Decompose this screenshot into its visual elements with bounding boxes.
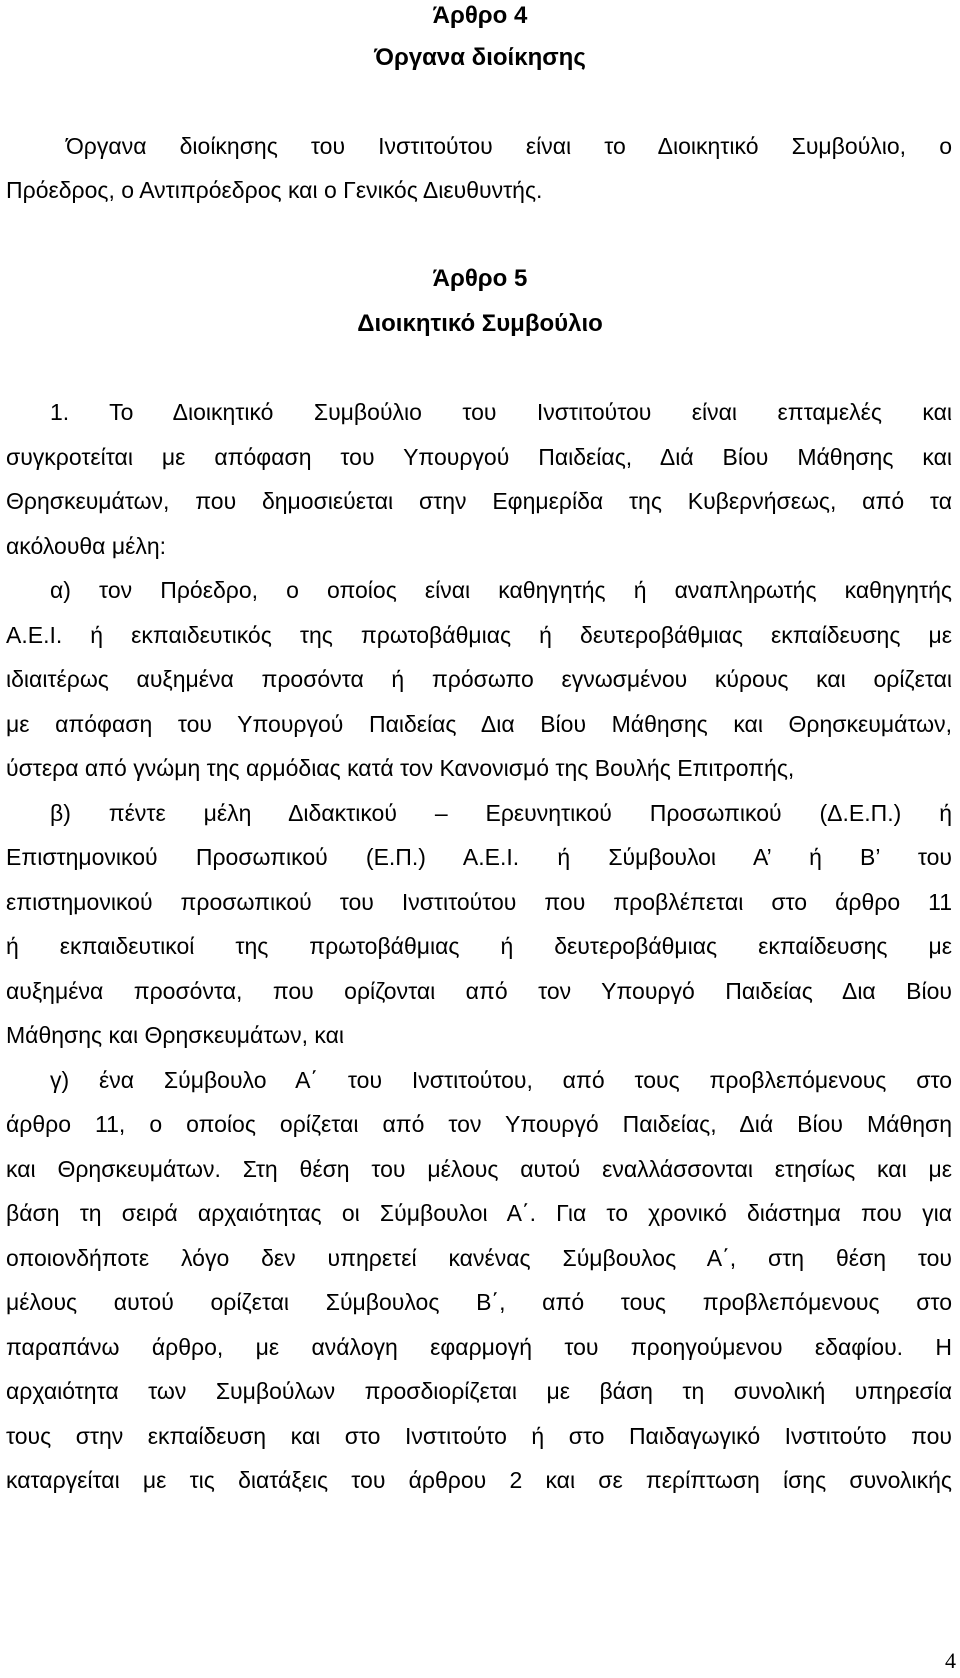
article-5-line: βάση τη σειρά αρχαιότητας οι Σύμβουλοι Α΄. Για το χρονικό διάστημα που για: [6, 1200, 952, 1226]
article-5-line: αρχαιότητα των Συμβούλων προσδιορίζεται με βάση τη συνολική υπηρεσία: [6, 1378, 952, 1404]
article-5-line: αυξημένα προσόντα, που ορίζονται από τον Υπουργό Παιδείας Δια Βίου: [6, 978, 952, 1004]
article-5-line: ακόλουθα μέλη:: [6, 533, 167, 559]
article-5-line: Μάθησης και Θρησκευμάτων, και: [6, 1022, 344, 1048]
article-5-line: ή εκπαιδευτικοί της πρωτοβάθμιας ή δευτεροβάθμιας εκπαίδευσης με: [6, 933, 952, 959]
article-5-line: συγκροτείται με απόφαση του Υπουργού Παιδείας, Διά Βίου Μάθησης και: [6, 444, 952, 470]
article-5-line: άρθρο 11, ο οποίος ορίζεται από τον Υπουργό Παιδείας, Διά Βίου Μάθηση: [6, 1111, 952, 1137]
article-5-line: β) πέντε μέλη Διδακτικού – Ερευνητικού Προσωπικού (Δ.Ε.Π.) ή: [50, 800, 952, 826]
article-4-line-1: Όργανα διοίκησης του Ινστιτούτου είναι το Διοικητικό Συμβούλιο, ο: [66, 133, 952, 159]
page-number: 4: [945, 1648, 956, 1673]
article-4-title: Άρθρο 4: [432, 2, 528, 29]
article-5-line: ύστερα από γνώμη της αρμόδιας κατά τον Κανονισμό της Βουλής Επιτροπής,: [6, 755, 795, 781]
article-5-line: Α.Ε.Ι. ή εκπαιδευτικός της πρωτοβάθμιας ή δευτεροβάθμιας εκπαίδευσης με: [6, 622, 952, 648]
article-5-subtitle: Διοικητικό Συμβούλιο: [357, 310, 603, 337]
article-5-line: Θρησκευμάτων, που δημοσιεύεται στην Εφημερίδα της Κυβερνήσεως, από τα: [6, 488, 952, 514]
article-5-line: 1. Το Διοικητικό Συμβούλιο του Ινστιτούτου είναι επταμελές και: [50, 399, 952, 425]
article-5-line: γ) ένα Σύμβουλο Α΄ του Ινστιτούτου, από τους προβλεπόμενους στο: [50, 1067, 952, 1093]
article-5-line: Επιστημονικού Προσωπικού (Ε.Π.) Α.Ε.Ι. ή Σύμβουλοι Α’ ή Β’ του: [6, 844, 952, 870]
article-5-line: ιδιαιτέρως αυξημένα προσόντα ή πρόσωπο εγνωσμένου κύρους και ορίζεται: [6, 666, 952, 692]
article-5-line: α) τον Πρόεδρο, ο οποίος είναι καθηγητής ή αναπληρωτής καθηγητής: [50, 577, 952, 603]
article-4-line-2: Πρόεδρος, ο Αντιπρόεδρος και ο Γενικός Διευθυντής.: [6, 177, 543, 203]
article-5-line: παραπάνω άρθρο, με ανάλογη εφαρμογή του προηγούμενου εδαφίου. Η: [6, 1334, 952, 1360]
article-5-line: μέλους αυτού ορίζεται Σύμβουλος Β΄, από τους προβλεπόμενους στο: [6, 1289, 952, 1315]
article-5-line: και Θρησκευμάτων. Στη θέση του μέλους αυτού εναλλάσσονται ετησίως και με: [6, 1156, 952, 1182]
article-4-subtitle: Όργανα διοίκησης: [374, 44, 586, 71]
article-5-line: με απόφαση του Υπουργού Παιδείας Δια Βίου Μάθησης και Θρησκευμάτων,: [6, 711, 952, 737]
article-5-line: καταργείται με τις διατάξεις του άρθρου 2 και σε περίπτωση ίσης συνολικής: [6, 1467, 952, 1493]
article-5-line: επιστημονικού προσωπικού του Ινστιτούτου που προβλέπεται στο άρθρο 11: [6, 889, 952, 915]
article-5-title: Άρθρο 5: [432, 265, 528, 292]
article-5-line: οποιονδήποτε λόγο δεν υπηρετεί κανένας Σύμβουλος Α΄, στη θέση του: [6, 1245, 952, 1271]
article-5-line: τους στην εκπαίδευση και στο Ινστιτούτο ή στο Παιδαγωγικό Ινστιτούτο που: [6, 1423, 952, 1449]
